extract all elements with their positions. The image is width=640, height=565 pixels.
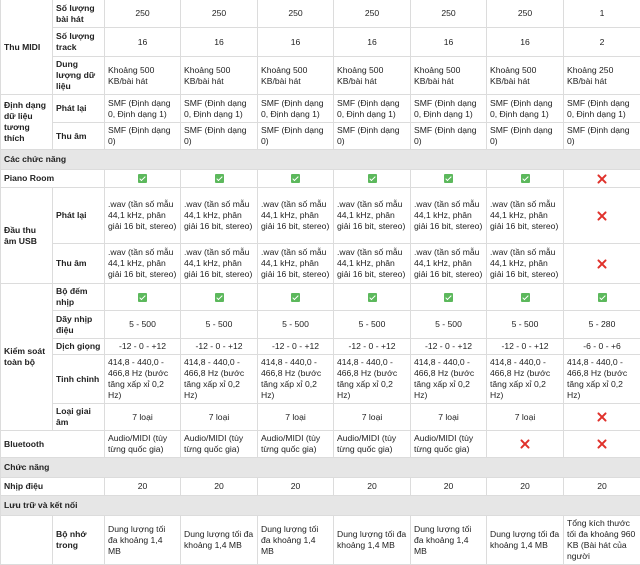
value-cell: 20 (487, 478, 564, 496)
value-cell: Tổng kích thước tối đa khoảng 960 KB (Bài hát của người (564, 516, 640, 565)
value-cell: 16 (105, 28, 181, 57)
value-cell: 20 (334, 478, 411, 496)
value-cell: Dung lượng tối đa khoảng 1,4 MB (411, 516, 487, 565)
value-cell: SMF (Định dạng 0) (487, 123, 564, 150)
value-cell: -6 - 0 - +6 (564, 339, 640, 355)
value-cell: SMF (Định dạng 0, Định dạng 1) (105, 95, 181, 123)
value-cell: 20 (564, 478, 640, 496)
subcategory-cell: Dịch giọng (53, 339, 105, 355)
section-header-row (1, 496, 640, 516)
subcategory-cell: Bộ đếm nhịp (53, 284, 105, 311)
value-cell: SMF (Định dạng 0) (105, 123, 181, 150)
value-cell: 5 - 500 (258, 311, 334, 339)
value-cell: 7 loại (411, 404, 487, 431)
value-cell: Dung lượng tối đa khoảng 1,4 MB (334, 516, 411, 565)
value-cell: Khoảng 250 KB/bài hát (564, 57, 640, 95)
value-cell: 16 (411, 28, 487, 57)
table-row (1, 355, 640, 404)
value-cell: SMF (Định dạng 0) (258, 123, 334, 150)
value-cell (564, 431, 640, 458)
value-cell: -12 - 0 - +12 (411, 339, 487, 355)
subcategory-cell: Dãy nhịp điệu (53, 311, 105, 339)
value-cell: 16 (181, 28, 258, 57)
subcategory-cell: Số lượng track (53, 28, 105, 57)
value-cell: 16 (258, 28, 334, 57)
value-cell: -12 - 0 - +12 (487, 339, 564, 355)
table-row (1, 311, 640, 339)
category-cell: Thu MIDI (1, 0, 53, 95)
table-row (1, 123, 640, 150)
subcategory-cell: Thu âm (53, 123, 105, 150)
value-cell (564, 188, 640, 244)
value-cell: Dung lượng tối đa khoảng 1,4 MB (181, 516, 258, 565)
value-cell (487, 284, 564, 311)
value-cell: Audio/MIDI (tùy từng quốc gia) (181, 431, 258, 458)
value-cell: 20 (258, 478, 334, 496)
value-cell: -12 - 0 - +12 (105, 339, 181, 355)
value-cell: SMF (Định dạng 0, Định dạng 1) (334, 95, 411, 123)
value-cell: Dung lượng tối đa khoảng 1,4 MB (487, 516, 564, 565)
value-cell: 20 (181, 478, 258, 496)
value-cell: .wav (tần số mẫu 44,1 kHz, phân giải 16 bit, stereo) (105, 188, 181, 244)
value-cell: 414,8 - 440,0 - 466,8 Hz (bước tăng xấp xỉ 0,2 Hz) (258, 355, 334, 404)
check-icon (444, 174, 453, 183)
subcategory-cell: Thu âm (53, 244, 105, 284)
value-cell: 7 loại (334, 404, 411, 431)
check-icon (291, 293, 300, 302)
subcategory-cell: Số lượng bài hát (53, 0, 105, 28)
value-cell: 250 (334, 0, 411, 28)
value-cell: 414,8 - 440,0 - 466,8 Hz (bước tăng xấp xỉ 0,2 Hz) (181, 355, 258, 404)
value-cell: 250 (181, 0, 258, 28)
table-row (1, 57, 640, 95)
value-cell: 20 (105, 478, 181, 496)
value-cell: 414,8 - 440,0 - 466,8 Hz (bước tăng xấp xỉ 0,2 Hz) (487, 355, 564, 404)
value-cell: 250 (411, 0, 487, 28)
value-cell: Khoảng 500 KB/bài hát (258, 57, 334, 95)
value-cell: 414,8 - 440,0 - 466,8 Hz (bước tăng xấp xỉ 0,2 Hz) (334, 355, 411, 404)
value-cell: 2 (564, 28, 640, 57)
check-icon (521, 174, 530, 183)
value-cell: 20 (411, 478, 487, 496)
value-cell: .wav (tần số mẫu 44,1 kHz, phân giải 16 bit, stereo) (334, 188, 411, 244)
value-cell: .wav (tần số mẫu 44,1 kHz, phân giải 16 bit, stereo) (334, 244, 411, 284)
value-cell: .wav (tần số mẫu 44,1 kHz, phân giải 16 bit, stereo) (411, 188, 487, 244)
value-cell: Audio/MIDI (tùy từng quốc gia) (411, 431, 487, 458)
value-cell: .wav (tần số mẫu 44,1 kHz, phân giải 16 bit, stereo) (487, 244, 564, 284)
value-cell (181, 284, 258, 311)
value-cell: SMF (Định dạng 0) (411, 123, 487, 150)
value-cell: 5 - 500 (181, 311, 258, 339)
section-title: Chức năng (1, 458, 640, 478)
section-title: Lưu trữ và kết nối (1, 496, 640, 516)
value-cell: 250 (105, 0, 181, 28)
check-icon (138, 293, 147, 302)
value-cell: SMF (Định dạng 0, Định dạng 1) (258, 95, 334, 123)
table-row (1, 516, 640, 565)
cross-icon (597, 439, 607, 449)
check-icon (215, 293, 224, 302)
value-cell: 414,8 - 440,0 - 466,8 Hz (bước tăng xấp xỉ 0,2 Hz) (411, 355, 487, 404)
section-title: Các chức năng (1, 150, 640, 170)
value-cell: .wav (tần số mẫu 44,1 kHz, phân giải 16 bit, stereo) (411, 244, 487, 284)
subcategory-cell: Loại giai âm (53, 404, 105, 431)
check-icon (521, 293, 530, 302)
value-cell: -12 - 0 - +12 (258, 339, 334, 355)
table-row (1, 95, 640, 123)
table-row (1, 244, 640, 284)
subcategory-cell: Phát lại (53, 188, 105, 244)
value-cell: Khoảng 500 KB/bài hát (181, 57, 258, 95)
table-row (1, 404, 640, 431)
value-cell: 1 (564, 0, 640, 28)
value-cell (487, 431, 564, 458)
value-cell: Audio/MIDI (tùy từng quốc gia) (258, 431, 334, 458)
value-cell: .wav (tần số mẫu 44,1 kHz, phân giải 16 bit, stereo) (487, 188, 564, 244)
section-header-row (1, 458, 640, 478)
value-cell (258, 284, 334, 311)
value-cell (181, 170, 258, 188)
value-cell: 7 loại (105, 404, 181, 431)
value-cell: Audio/MIDI (tùy từng quốc gia) (334, 431, 411, 458)
table-row (1, 431, 640, 458)
value-cell: .wav (tần số mẫu 44,1 kHz, phân giải 16 bit, stereo) (181, 244, 258, 284)
value-cell: 16 (334, 28, 411, 57)
cross-icon (597, 412, 607, 422)
value-cell: 5 - 500 (105, 311, 181, 339)
cross-icon (597, 174, 607, 184)
value-cell: Khoảng 500 KB/bài hát (334, 57, 411, 95)
cross-icon (520, 439, 530, 449)
category-cell: Định dạng dữ liệu tương thích (1, 95, 53, 150)
category-cell: Kiểm soát toàn bộ (1, 284, 53, 431)
value-cell: Khoảng 500 KB/bài hát (105, 57, 181, 95)
subcategory-cell: Phát lại (53, 95, 105, 123)
subcategory-cell: Bộ nhớ trong (53, 516, 105, 565)
table-row (1, 284, 640, 311)
subcategory-cell: Dung lượng dữ liệu (53, 57, 105, 95)
value-cell (105, 284, 181, 311)
table-row (1, 188, 640, 244)
category-cell (1, 516, 53, 565)
value-cell: 5 - 500 (411, 311, 487, 339)
check-icon (368, 174, 377, 183)
value-cell (258, 170, 334, 188)
value-cell: SMF (Định dạng 0) (564, 123, 640, 150)
value-cell: .wav (tần số mẫu 44,1 kHz, phân giải 16 bit, stereo) (181, 188, 258, 244)
check-icon (368, 293, 377, 302)
value-cell (334, 284, 411, 311)
value-cell: .wav (tần số mẫu 44,1 kHz, phân giải 16 bit, stereo) (258, 244, 334, 284)
value-cell: Dung lượng tối đa khoảng 1,4 MB (258, 516, 334, 565)
value-cell: SMF (Định dạng 0) (334, 123, 411, 150)
value-cell: Khoảng 500 KB/bài hát (487, 57, 564, 95)
value-cell: -12 - 0 - +12 (181, 339, 258, 355)
value-cell (487, 170, 564, 188)
value-cell: Dung lượng tối đa khoảng 1,4 MB (105, 516, 181, 565)
value-cell: 250 (258, 0, 334, 28)
category-cell: Piano Room (1, 170, 105, 188)
value-cell: Audio/MIDI (tùy từng quốc gia) (105, 431, 181, 458)
table-row (1, 339, 640, 355)
category-cell: Bluetooth (1, 431, 105, 458)
value-cell: Khoảng 500 KB/bài hát (411, 57, 487, 95)
value-cell: 250 (487, 0, 564, 28)
value-cell: SMF (Định dạng 0, Định dạng 1) (411, 95, 487, 123)
value-cell: 5 - 280 (564, 311, 640, 339)
value-cell (411, 284, 487, 311)
check-icon (598, 293, 607, 302)
value-cell (334, 170, 411, 188)
check-icon (215, 174, 224, 183)
value-cell (564, 244, 640, 284)
value-cell (105, 170, 181, 188)
value-cell: .wav (tần số mẫu 44,1 kHz, phân giải 16 bit, stereo) (258, 188, 334, 244)
check-icon (138, 174, 147, 183)
value-cell: 414,8 - 440,0 - 466,8 Hz (bước tăng xấp xỉ 0,2 Hz) (105, 355, 181, 404)
table-row (1, 28, 640, 57)
subcategory-cell: Tinh chỉnh (53, 355, 105, 404)
value-cell: 5 - 500 (334, 311, 411, 339)
cross-icon (597, 259, 607, 269)
table-row (1, 478, 640, 496)
value-cell: SMF (Định dạng 0, Định dạng 1) (564, 95, 640, 123)
value-cell: .wav (tần số mẫu 44,1 kHz, phân giải 16 bit, stereo) (105, 244, 181, 284)
value-cell (564, 404, 640, 431)
value-cell: 16 (487, 28, 564, 57)
category-cell: Nhịp điệu (1, 478, 105, 496)
value-cell: SMF (Định dạng 0, Định dạng 1) (181, 95, 258, 123)
value-cell: -12 - 0 - +12 (334, 339, 411, 355)
value-cell: SMF (Định dạng 0) (181, 123, 258, 150)
table-row (1, 170, 640, 188)
cross-icon (597, 211, 607, 221)
check-icon (291, 174, 300, 183)
value-cell (411, 170, 487, 188)
check-icon (444, 293, 453, 302)
value-cell: 7 loại (181, 404, 258, 431)
value-cell: 7 loại (487, 404, 564, 431)
value-cell: 5 - 500 (487, 311, 564, 339)
value-cell (564, 170, 640, 188)
category-cell: Đầu thu âm USB (1, 188, 53, 284)
section-header-row (1, 150, 640, 170)
value-cell: 7 loại (258, 404, 334, 431)
value-cell: 414,8 - 440,0 - 466,8 Hz (bước tăng xấp xỉ 0,2 Hz) (564, 355, 640, 404)
value-cell (564, 284, 640, 311)
value-cell: SMF (Định dạng 0, Định dạng 1) (487, 95, 564, 123)
table-row (1, 0, 640, 28)
